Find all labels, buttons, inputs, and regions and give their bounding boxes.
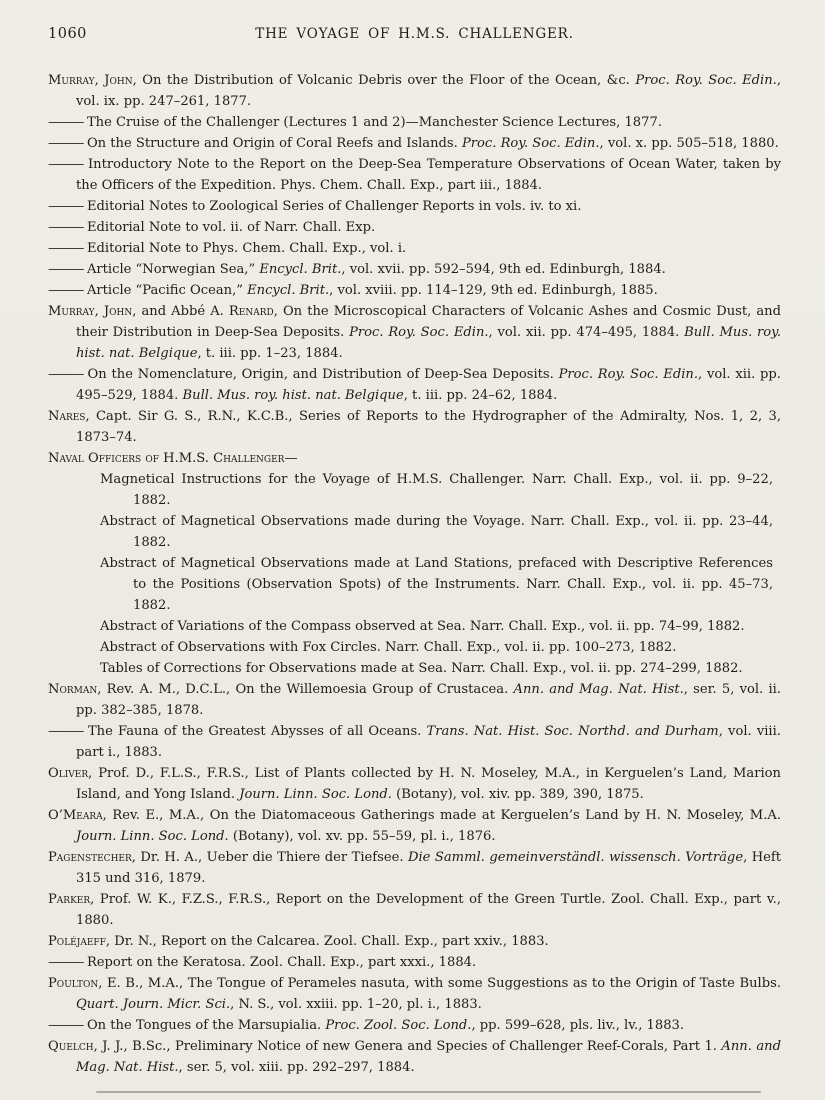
entry-text: , On the Microscopical Characters of Volcanic Ashes and Cosmic Dust, and their Distribution in Deep-Sea Deposits. (76, 304, 781, 340)
entry-text: , vol. xviii. pp. 114–129, 9th ed. Edinburgh, 1885. (329, 283, 658, 298)
entry-text: , ser. 5, vol. xiii. pp. 292–297, 1884. (178, 1060, 415, 1075)
entry-text: The Fauna of the Greatest Abysses of all Oceans. (82, 724, 427, 739)
entry-text: On the Nomenclature, Origin, and Distribution of Deep-Sea Deposits. (82, 367, 559, 382)
bibliography-list (48, 70, 781, 1078)
bibliography-entry (48, 973, 781, 1015)
repeat-author-dash: ——— (48, 283, 83, 298)
author-name: Renard (228, 304, 274, 319)
entry-text: , J. J., B.Sc., Preliminary Notice of new Genera and Species of Challenger Reef-Corals, Part 1. (93, 1039, 722, 1054)
journal-title: Ann. and Mag. Nat. Hist. (76, 1039, 781, 1075)
bibliography-entry (48, 406, 781, 448)
journal-title: Trans. Nat. Hist. Soc. Northd. and Durham (426, 724, 719, 739)
bibliography-subentry (100, 511, 773, 553)
entry-text: , Heft 315 und 316, 1879. (76, 850, 781, 886)
entry-text: Introductory Note to the Report on the Deep-Sea Temperature Observations of Ocean Water, taken by the Officers of the Expedition. Phys. Chem. Chall. Exp., part iii., 1884. (76, 157, 781, 193)
bibliography-entry (48, 280, 781, 301)
bibliography-entry (48, 238, 781, 259)
repeat-author-dash: ——— (48, 367, 83, 382)
entry-text: On the Structure and Origin of Coral Reefs and Islands. (82, 136, 462, 151)
journal-title: Bull. Mus. roy. hist. nat. Belgique (182, 388, 404, 403)
author-name: Oliver (48, 766, 89, 781)
bibliography-entry (48, 889, 781, 931)
entry-text: , Capt. Sir G. S., R.N., K.C.B., Series of Reports to the Hydrographer of the Admiralty, Nos. 1, 2, 3, 1873–74. (76, 409, 781, 445)
bibliography-subentry (100, 616, 773, 637)
bibliography-entry (48, 133, 781, 154)
page-header (48, 26, 781, 46)
entry-text: Abstract of Observations with Fox Circles. Narr. Chall. Exp., vol. ii. pp. 100–273, 1882. (100, 640, 677, 655)
journal-title: Proc. Roy. Soc. Edin. (635, 73, 777, 88)
entry-text: Editorial Notes to Zoological Series of Challenger Reports in vols. iv. to xi. (82, 199, 582, 214)
bibliography-entry (48, 931, 781, 952)
bibliography-entry (48, 1015, 781, 1036)
entry-text: , Prof. W. K., F.Z.S., F.R.S., Report on the Development of the Green Turtle. Zool. Chall. Exp., part v., 1880. (76, 892, 781, 928)
entry-text: , Dr. H. A., Ueber die Thiere der Tiefsee. (131, 850, 408, 865)
entry-text: Editorial Note to vol. ii. of Narr. Chall. Exp. (82, 220, 376, 235)
entry-text: , vol. xii. pp. 495–529, 1884. (76, 367, 781, 403)
repeat-author-dash: ——— (48, 220, 83, 235)
bibliography-subentry (100, 553, 773, 616)
entry-text: , Prof. D., F.L.S., F.R.S., List of Plants collected by H. N. Moseley, M.A., in Kerguelen’s Land, Marion Island, and Yong Island. (76, 766, 781, 802)
entry-text: Abstract of Magnetical Observations made at Land Stations, prefaced with Descriptive References to the Positions (Observation Spots) of the Instruments. Narr. Chall. Exp., vol. ii. pp. 45–73, 1882. (100, 556, 773, 613)
bibliography-subentry (100, 658, 773, 679)
page-number: 1060 (48, 26, 87, 42)
journal-title: Proc. Roy. Soc. Edin. (349, 325, 489, 340)
journal-title: Journ. Linn. Soc. Lond. (239, 787, 392, 802)
entry-text: (Botany), vol. xv. pp. 55–59, pl. i., 1876. (228, 829, 496, 844)
repeat-author-dash: ——— (48, 157, 83, 172)
bibliography-entry (48, 301, 781, 364)
author-name: Murray, John (48, 73, 133, 88)
bibliography-entry (48, 364, 781, 406)
bibliography-entry (48, 805, 781, 847)
author-name: O’Meara (48, 808, 103, 823)
journal-title: Quart. Journ. Micr. Sci. (76, 997, 231, 1012)
author-name: Naval Officers of H.M.S. Challenger (48, 451, 285, 466)
journal-title: Ann. and Mag. Nat. Hist. (513, 682, 684, 697)
bibliography-entry (48, 196, 781, 217)
bibliography-entry (48, 952, 781, 973)
author-name: Nares (48, 409, 86, 424)
bibliography-entry (48, 448, 781, 469)
entry-text: , Dr. N., Report on the Calcarea. Zool. Chall. Exp., part xxiv., 1883. (105, 934, 549, 949)
bibliography-entry (48, 763, 781, 805)
entry-text: On the Tongues of the Marsupialia. (82, 1018, 326, 1033)
entry-text: The Cruise of the Challenger (Lectures 1 and 2)—Manchester Science Lectures, 1877. (82, 115, 662, 130)
author-name: Norman (48, 682, 98, 697)
entry-text: , and Abbé A. (132, 304, 229, 319)
repeat-author-dash: ——— (48, 199, 83, 214)
entry-text: , pp. 599–628, pls. liv., lv., 1883. (471, 1018, 685, 1033)
journal-title: Die Samml. gemeinverständl. wissensch. Vorträge (407, 850, 744, 865)
running-title: THE VOYAGE OF H.M.S. CHALLENGER. (255, 26, 574, 42)
author-name: Pagenstecher (48, 850, 132, 865)
entry-text: Abstract of Variations of the Compass observed at Sea. Narr. Chall. Exp., vol. ii. pp. 74–99, 1882. (100, 619, 745, 634)
journal-title: Encycl. Brit. (259, 262, 342, 277)
author-name: Murray, John (48, 304, 133, 319)
entry-text: , N. S., vol. xxiii. pp. 1–20, pl. i., 1883. (230, 997, 482, 1012)
entry-text: , Rev. E., M.A., On the Diatomaceous Gatherings made at Kerguelen’s Land by H. N. Moseley, M.A. (102, 808, 781, 823)
bibliography-entry (48, 847, 781, 889)
bibliography-entry (48, 259, 781, 280)
entry-text: , Rev. A. M., D.C.L., On the Willemoesia Group of Crustacea. (97, 682, 514, 697)
entry-text: , On the Distribution of Volcanic Debris over the Floor of the Ocean, &c. (132, 73, 636, 88)
entry-text: , vol. xvii. pp. 592–594, 9th ed. Edinburgh, 1884. (341, 262, 666, 277)
repeat-author-dash: ——— (48, 955, 83, 970)
bibliography-entry (48, 112, 781, 133)
entry-text: , E. B., M.A., The Tongue of Perameles nasuta, with some Suggestions as to the Origin of Taste Bulbs. (98, 976, 781, 991)
entry-text: , vol. x. pp. 505–518, 1880. (599, 136, 779, 151)
journal-title: Proc. Roy. Soc. Edin. (558, 367, 698, 382)
entry-text: — (284, 451, 298, 466)
journal-title: Bull. Mus. roy. hist. nat. Belgique (76, 325, 782, 361)
bibliography-entry (48, 1036, 781, 1078)
journal-title: Encycl. Brit. (247, 283, 330, 298)
repeat-author-dash: ——— (48, 115, 83, 130)
bibliography-entry (48, 217, 781, 238)
entry-text: , ser. 5, vol. ii. pp. 382–385, 1878. (76, 682, 781, 718)
repeat-author-dash: ——— (48, 241, 83, 256)
entry-text: Editorial Note to Phys. Chem. Chall. Exp., vol. i. (82, 241, 407, 256)
repeat-author-dash: ——— (48, 724, 83, 739)
repeat-author-dash: ——— (48, 262, 83, 277)
entry-text: Report on the Keratosa. Zool. Chall. Exp., part xxxi., 1884. (82, 955, 477, 970)
bibliography-subentry (100, 469, 773, 511)
entry-text: Abstract of Magnetical Observations made during the Voyage. Narr. Chall. Exp., vol. ii. pp. 23–44, 1882. (100, 514, 773, 550)
journal-title: Proc. Zool. Soc. Lond. (325, 1018, 472, 1033)
entry-text: , t. iii. pp. 1–23, 1884. (197, 346, 343, 361)
entry-text: , vol. ix. pp. 247–261, 1877. (76, 73, 781, 109)
entry-text: , t. iii. pp. 24–62, 1884. (403, 388, 558, 403)
entry-text: (Botany), vol. xiv. pp. 389, 390, 1875. (391, 787, 644, 802)
author-name: Parker (48, 892, 91, 907)
entry-text: Article “Norwegian Sea,” (82, 262, 260, 277)
repeat-author-dash: ——— (48, 136, 83, 151)
entry-text: Tables of Corrections for Observations made at Sea. Narr. Chall. Exp., vol. ii. pp. 274–299, 1882. (100, 661, 743, 676)
bibliography-subentry (100, 637, 773, 658)
author-name: Poléjaeff (48, 934, 106, 949)
journal-title: Journ. Linn. Soc. Lond. (76, 829, 229, 844)
bibliography-entry (48, 70, 781, 112)
bibliography-entry (48, 679, 781, 721)
author-name: Poulton (48, 976, 99, 991)
journal-title: Proc. Roy. Soc. Edin. (461, 136, 600, 151)
scan-artifact-line (96, 1091, 761, 1093)
bibliography-entry (48, 154, 781, 196)
author-name: Quelch (48, 1039, 94, 1054)
entry-text: , vol. xii. pp. 474–495, 1884. (488, 325, 685, 340)
entry-text: Magnetical Instructions for the Voyage of H.M.S. Challenger. Narr. Chall. Exp., vol. ii. pp. 9–22, 1882. (100, 472, 773, 508)
bibliography-entry (48, 721, 781, 763)
repeat-author-dash: ——— (48, 1018, 83, 1033)
entry-text: Article “Pacific Ocean,” (82, 283, 248, 298)
entry-text: , vol. viii. part i., 1883. (76, 724, 781, 760)
